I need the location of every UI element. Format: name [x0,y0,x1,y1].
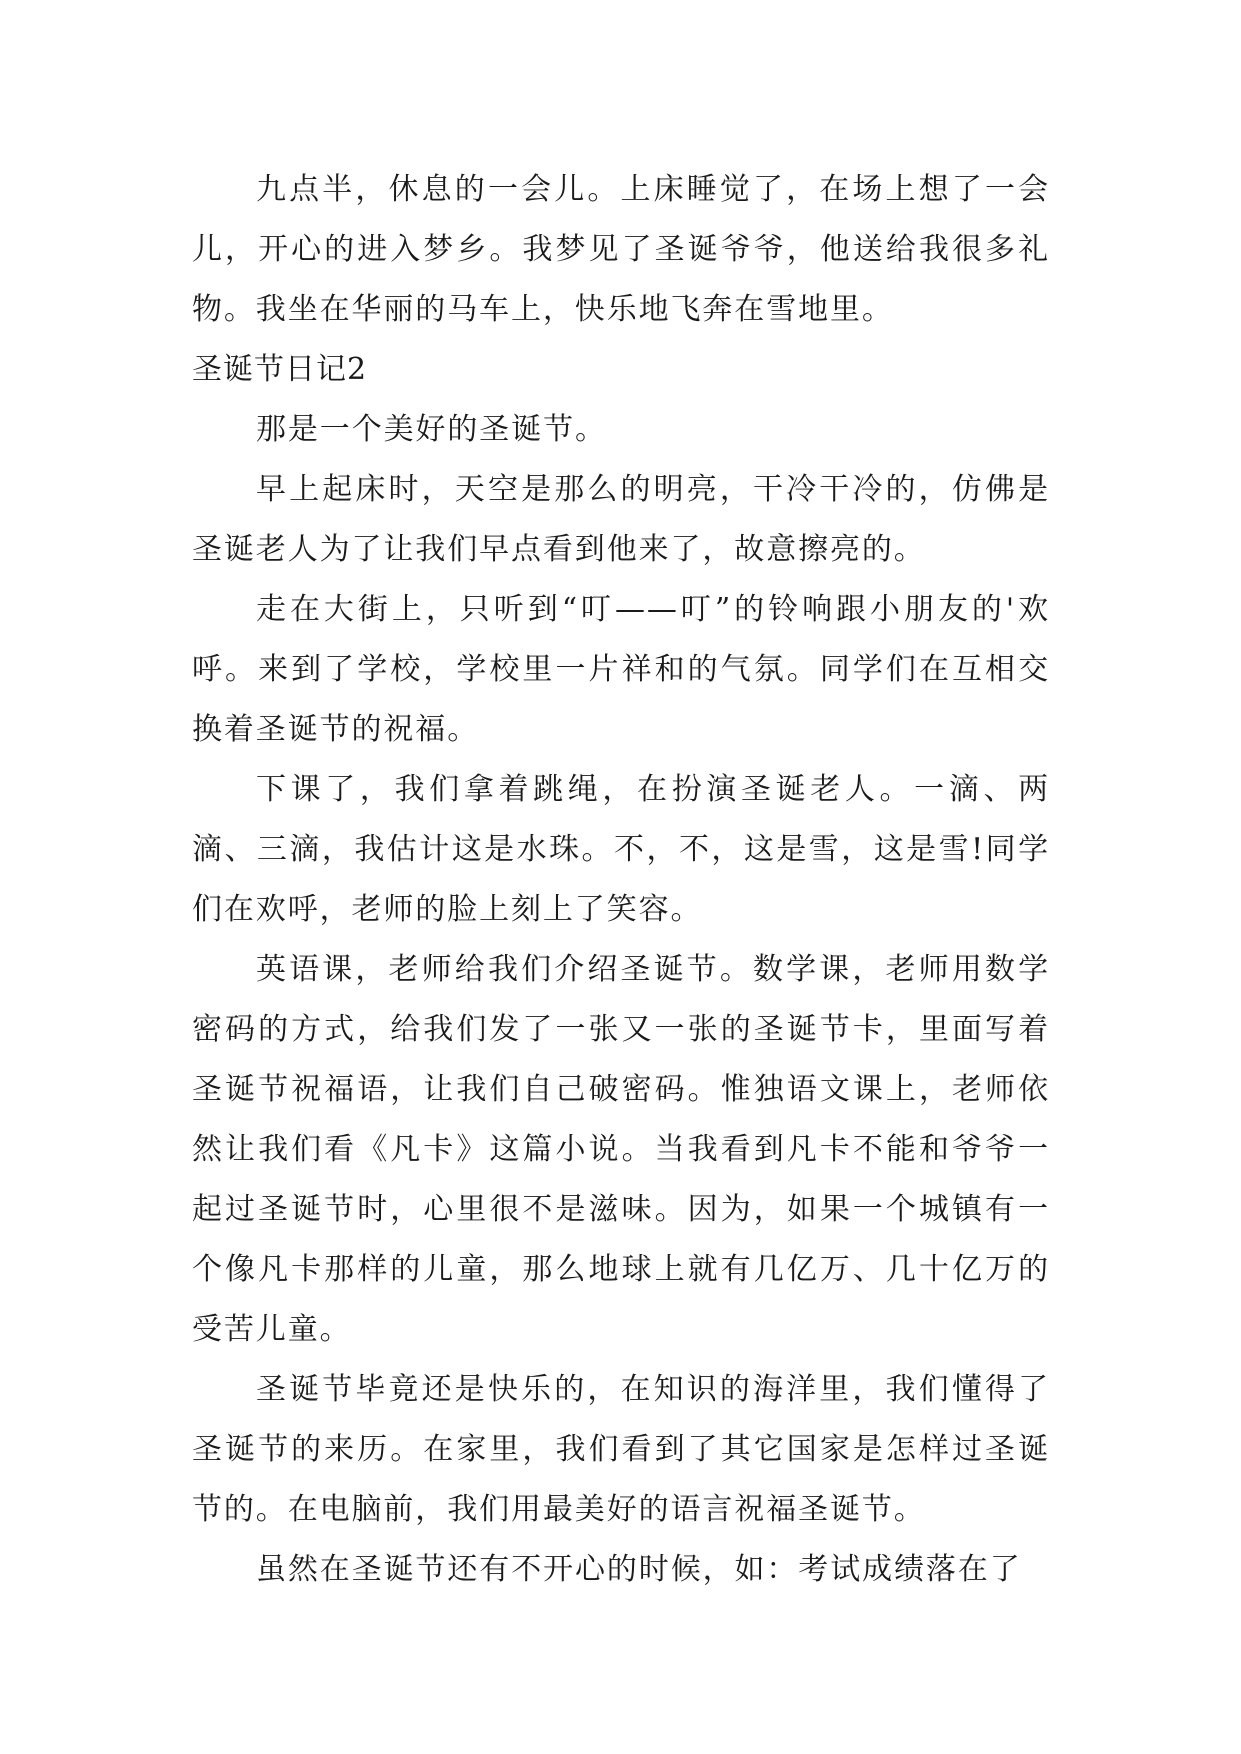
paragraph-6: 圣诞节毕竟还是快乐的，在知识的海洋里，我们懂得了圣诞节的来历。在家里，我们看到了其它国家是怎样过圣诞节的。在电脑前，我们用最美好的语言祝福圣诞节。 [192,1372,1050,1527]
paragraph-1: 那是一个美好的圣诞节。 [256,412,607,447]
paragraph-2: 早上起床时，天空是那么的明亮，干冷干冷的，仿佛是圣诞老人为了让我们早点看到他来了，故意擦亮的。 [192,472,1050,567]
paragraph-intro: 九点半，休息的一会儿。上床睡觉了，在场上想了一会儿，开心的进入梦乡。我梦见了圣诞爷爷，他送给我很多礼物。我坐在华丽的马车上，快乐地飞奔在雪地里。 [192,172,1050,327]
document-body [192,160,1050,1600]
paragraph-3: 走在大街上，只听到“叮——叮”的铃响跟小朋友的'欢呼。来到了学校，学校里一片祥和的气氛。同学们在互相交换着圣诞节的祝福。 [192,592,1050,747]
paragraph-7: 虽然在圣诞节还有不开心的时候，如：考试成绩落在了 [256,1552,1022,1587]
section-heading: 圣诞节日记2 [192,352,368,387]
paragraph-4: 下课了，我们拿着跳绳，在扮演圣诞老人。一滴、两滴、三滴，我估计这是水珠。不，不，这是雪，这是雪!同学们在欢呼，老师的脸上刻上了笑容。 [192,772,1050,927]
paragraph-5: 英语课，老师给我们介绍圣诞节。数学课，老师用数学密码的方式，给我们发了一张又一张的圣诞节卡，里面写着圣诞节祝福语，让我们自己破密码。惟独语文课上，老师依然让我们看《凡卡》这篇小说。当我看到凡卡不能和爷爷一起过圣诞节时，心里很不是滋味。因为，如果一个城镇有一个像凡卡那样的儿童，那么地球上就有几亿万、几十亿万的受苦儿童。 [192,952,1050,1347]
